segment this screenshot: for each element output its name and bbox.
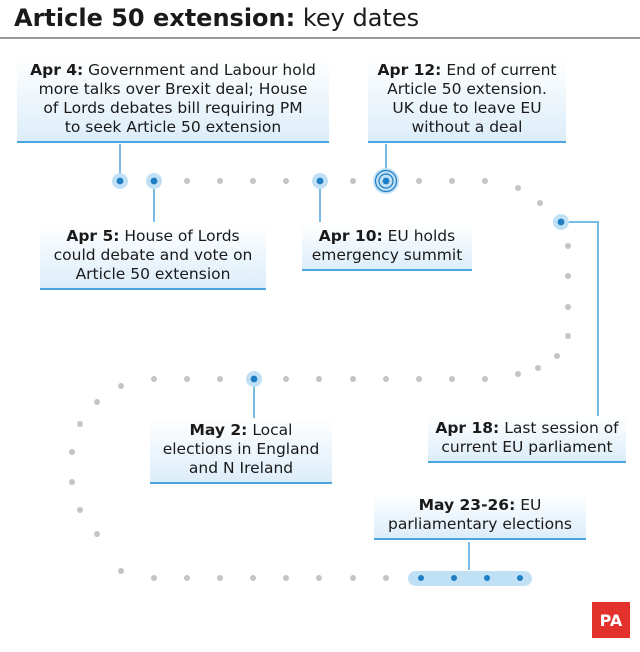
path-dot (184, 376, 190, 382)
node-apr10 (312, 173, 328, 189)
path-dot (416, 376, 422, 382)
callout-apr4-line4: to seek Article 50 extension (64, 118, 282, 136)
path-dot (69, 449, 75, 455)
path-dot (94, 399, 100, 405)
path-dot (350, 376, 356, 382)
node-apr5 (146, 173, 162, 189)
callout-apr12-line3: UK due to leave EU (392, 99, 542, 117)
path-dot (565, 273, 571, 279)
path-dot (283, 376, 289, 382)
path-dot (250, 575, 256, 581)
callout-apr10-date: Apr 10: (318, 227, 383, 245)
node-may24 (451, 575, 457, 581)
callout-apr5 (40, 224, 266, 290)
callout-may2 (150, 418, 332, 484)
path-dot (283, 178, 289, 184)
path-dot (94, 531, 100, 537)
path-dot (565, 304, 571, 310)
path-dot (565, 333, 571, 339)
path-dot (151, 575, 157, 581)
path-dot (537, 200, 543, 206)
path-dot (118, 568, 124, 574)
path-dot (535, 365, 541, 371)
path-dot (217, 178, 223, 184)
node-may23 (418, 575, 424, 581)
path-dot (482, 178, 488, 184)
path-dot (515, 371, 521, 377)
callout-apr4-line2: more talks over Brexit deal; House (38, 80, 308, 98)
callout-apr5-line1: House of Lords (124, 227, 240, 245)
callout-apr4-line1: Government and Labour hold (88, 61, 316, 79)
callout-apr4-line3: of Lords debates bill requiring PM (43, 99, 303, 117)
callout-apr12-line2: Article 50 extension. (387, 80, 547, 98)
callout-may2-line2: elections in England (162, 440, 320, 458)
callout-may23-26-line2: parliamentary elections (388, 515, 572, 533)
callout-apr18-line2: current EU parliament (441, 438, 613, 456)
title-bold: Article 50 extension: (14, 4, 296, 32)
callout-apr12-line1: End of current (446, 61, 557, 79)
callout-may2-line1: Local (252, 421, 293, 439)
callout-apr12-line4: without a deal (411, 118, 523, 136)
callout-apr10-line1: EU holds (387, 227, 456, 245)
path-dot (217, 376, 223, 382)
node-apr12-target (373, 168, 399, 194)
path-dot (482, 376, 488, 382)
path-dot (554, 353, 560, 359)
path-dot (416, 178, 422, 184)
connector-apr18 (561, 222, 598, 416)
path-dot (350, 575, 356, 581)
path-dot (383, 376, 389, 382)
pa-logo: PA (592, 602, 630, 638)
path-dot (151, 376, 157, 382)
path-dot (316, 575, 322, 581)
path-dot (77, 507, 83, 513)
callout-apr5-line2: could debate and vote on (53, 246, 253, 264)
callout-apr18-date: Apr 18: (435, 419, 500, 437)
node-may2 (246, 371, 262, 387)
callout-apr5-date: Apr 5: (66, 227, 120, 245)
path-dot (383, 575, 389, 581)
node-may25 (484, 575, 490, 581)
node-may26 (517, 575, 523, 581)
path-dot (316, 376, 322, 382)
callout-apr18-line1: Last session of (504, 419, 619, 437)
path-dot (449, 178, 455, 184)
callout-apr10-line2: emergency summit (311, 246, 463, 264)
callout-may23-26 (374, 493, 586, 540)
path-dot (565, 243, 571, 249)
path-dot (118, 383, 124, 389)
callout-apr4-date: Apr 4: (30, 61, 84, 79)
path-dot (184, 575, 190, 581)
may23-26-highlight-bar (408, 571, 532, 586)
callout-apr12 (368, 58, 566, 143)
node-apr4 (112, 173, 128, 189)
path-dot (515, 185, 521, 191)
callout-may2-line3: and N Ireland (188, 459, 294, 477)
callout-may2-date: May 2: (189, 421, 248, 439)
path-dot (250, 178, 256, 184)
path-dot (69, 479, 75, 485)
callout-apr18 (428, 416, 626, 463)
node-apr18 (553, 214, 569, 230)
path-dot (217, 575, 223, 581)
path-dot (184, 178, 190, 184)
callout-apr12-date: Apr 12: (377, 61, 442, 79)
callout-apr4 (17, 58, 329, 143)
path-dot (350, 178, 356, 184)
callout-apr5-line3: Article 50 extension (75, 265, 231, 283)
path-dot (283, 575, 289, 581)
path-dot (449, 376, 455, 382)
callout-may23-26-date: May 23-26: (418, 496, 516, 514)
path-dot (77, 421, 83, 427)
title-regular: key dates (302, 4, 420, 32)
callout-may23-26-line1: EU (520, 496, 542, 514)
callout-apr10 (302, 224, 472, 271)
